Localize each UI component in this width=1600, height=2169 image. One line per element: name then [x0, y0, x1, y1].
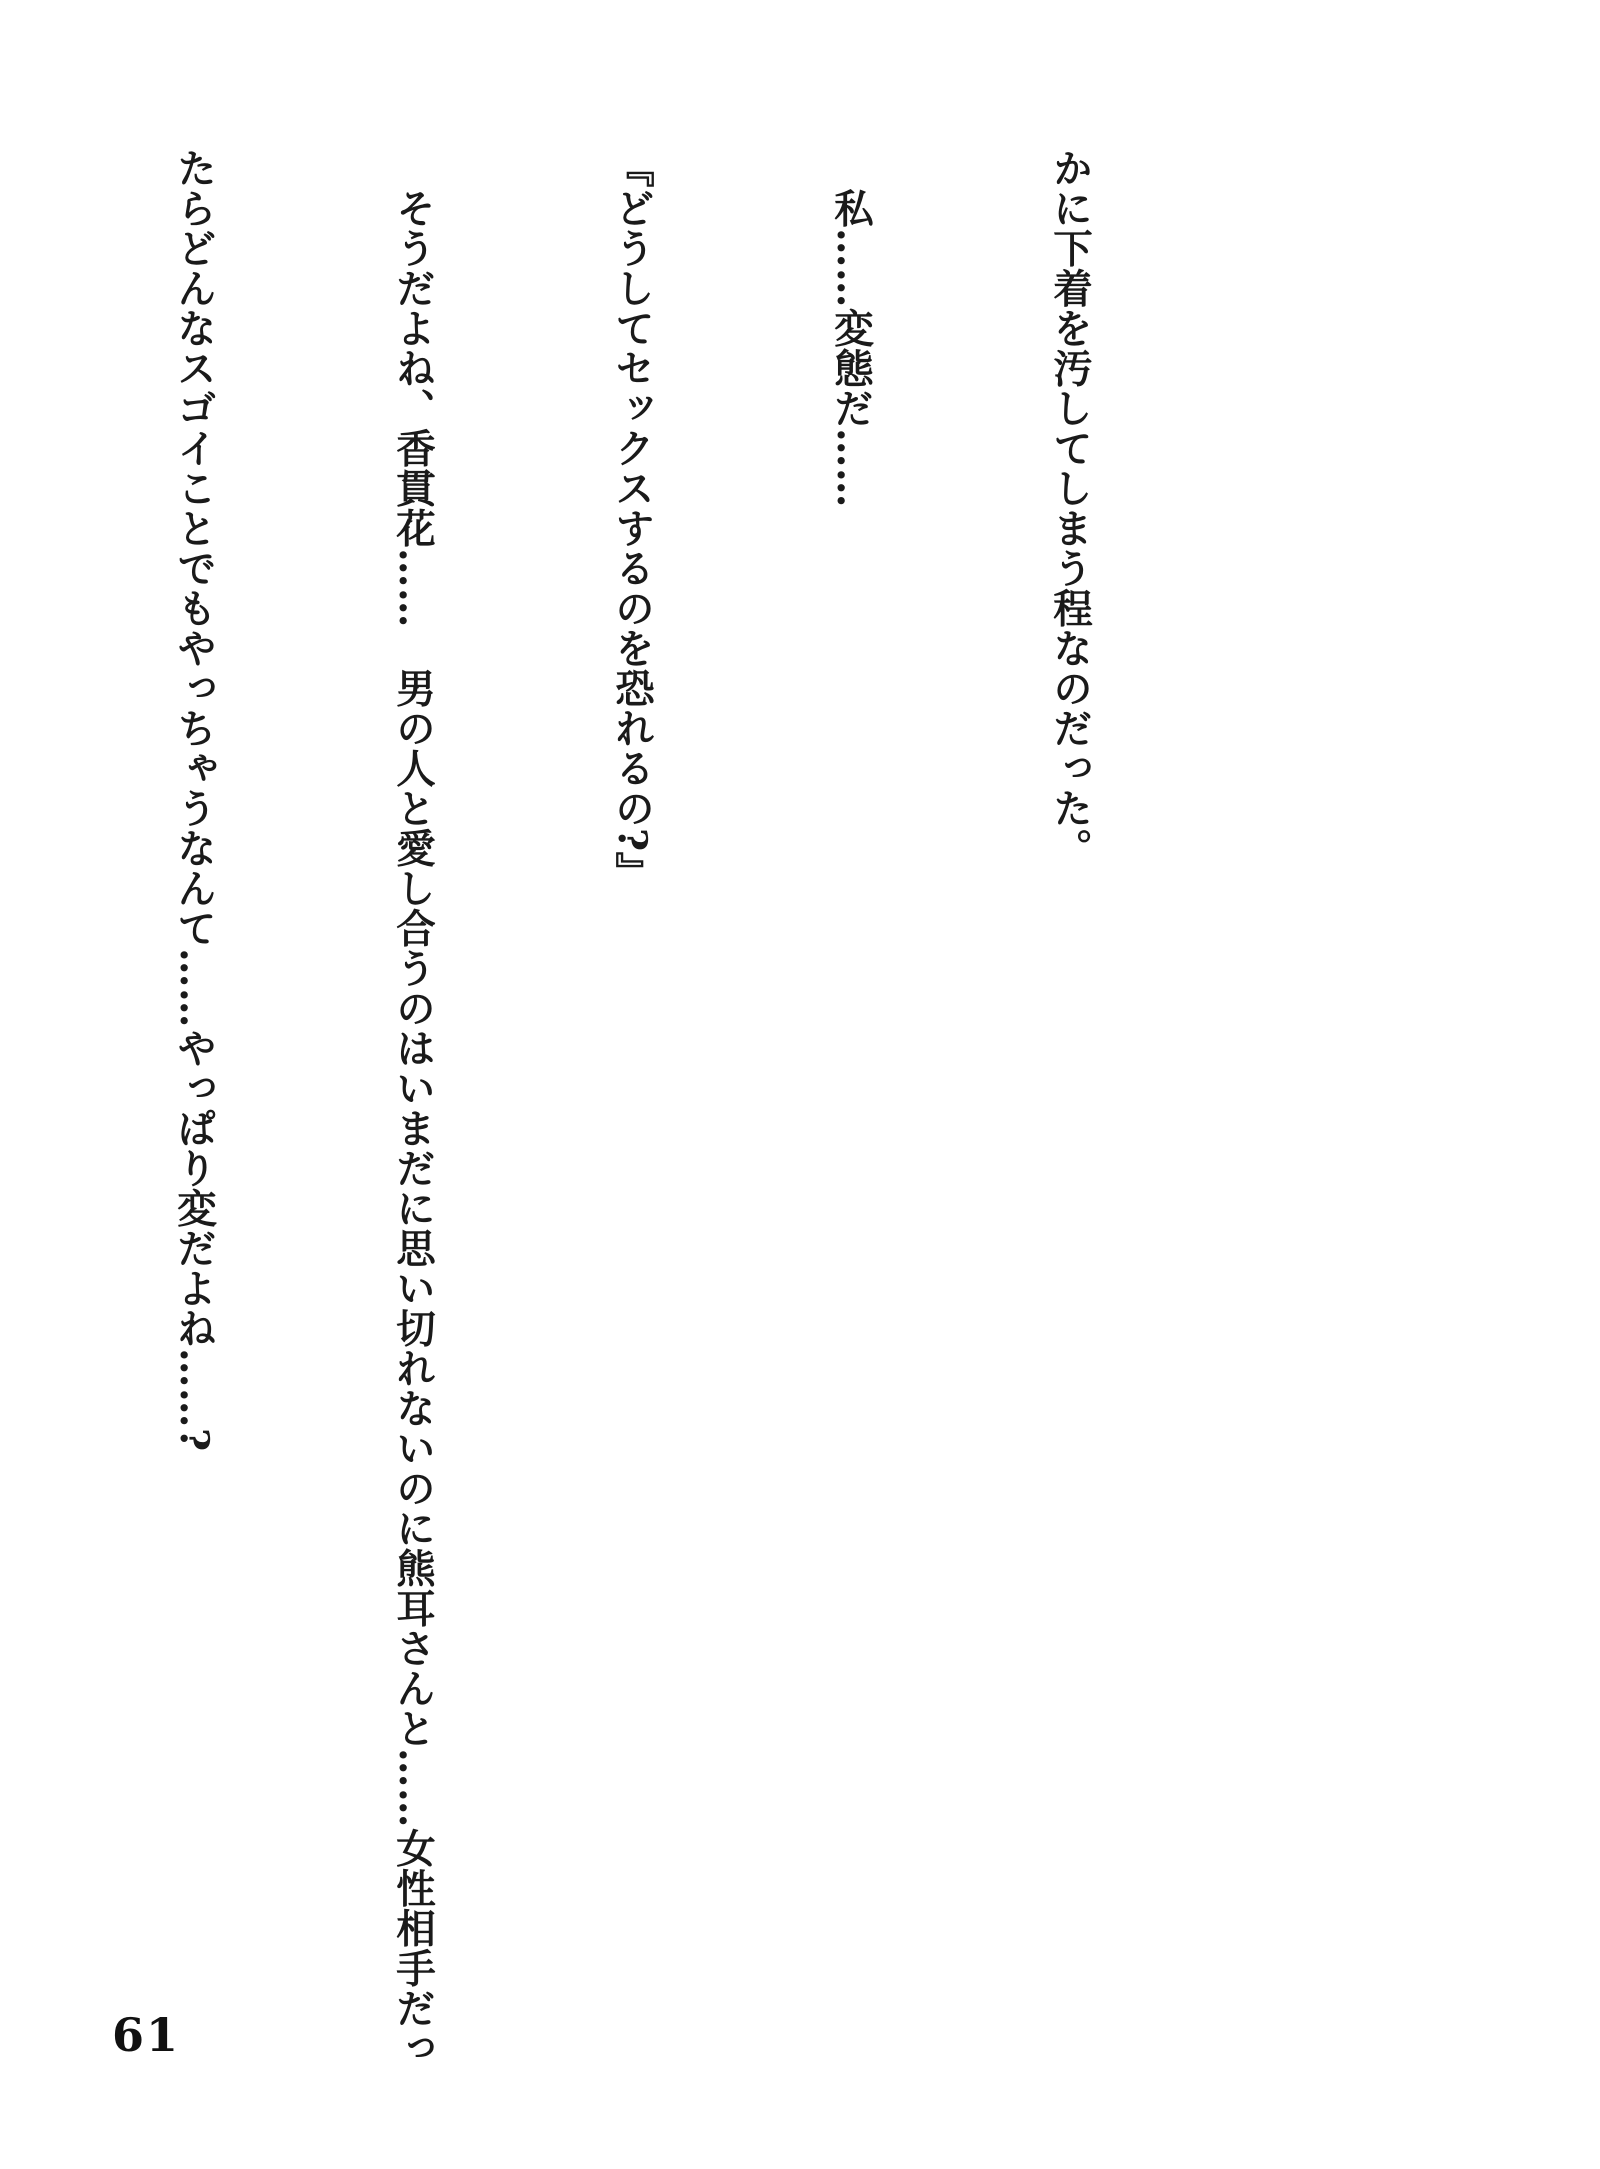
novel-text-body — [171, 148, 1252, 2068]
page-number: 61 — [112, 2008, 181, 2062]
text-line: 『どうしてセックスするのを恐れるの?』 — [609, 148, 655, 892]
text-line: たらどんなスゴイことでもやっちゃうなんて……やっぱり変だよね……? — [171, 148, 217, 1452]
text-line — [0, 148, 11, 2048]
text-line: そうだよね、香貫花…… 男の人と愛し合うのはいまだに思い切れないのに熊耳さんと……女性相手だっ — [390, 148, 436, 2068]
text-line: 私……変態だ…… — [828, 148, 874, 508]
text-line: かに下着を汚してしまう程なのだった。 — [1047, 148, 1093, 868]
